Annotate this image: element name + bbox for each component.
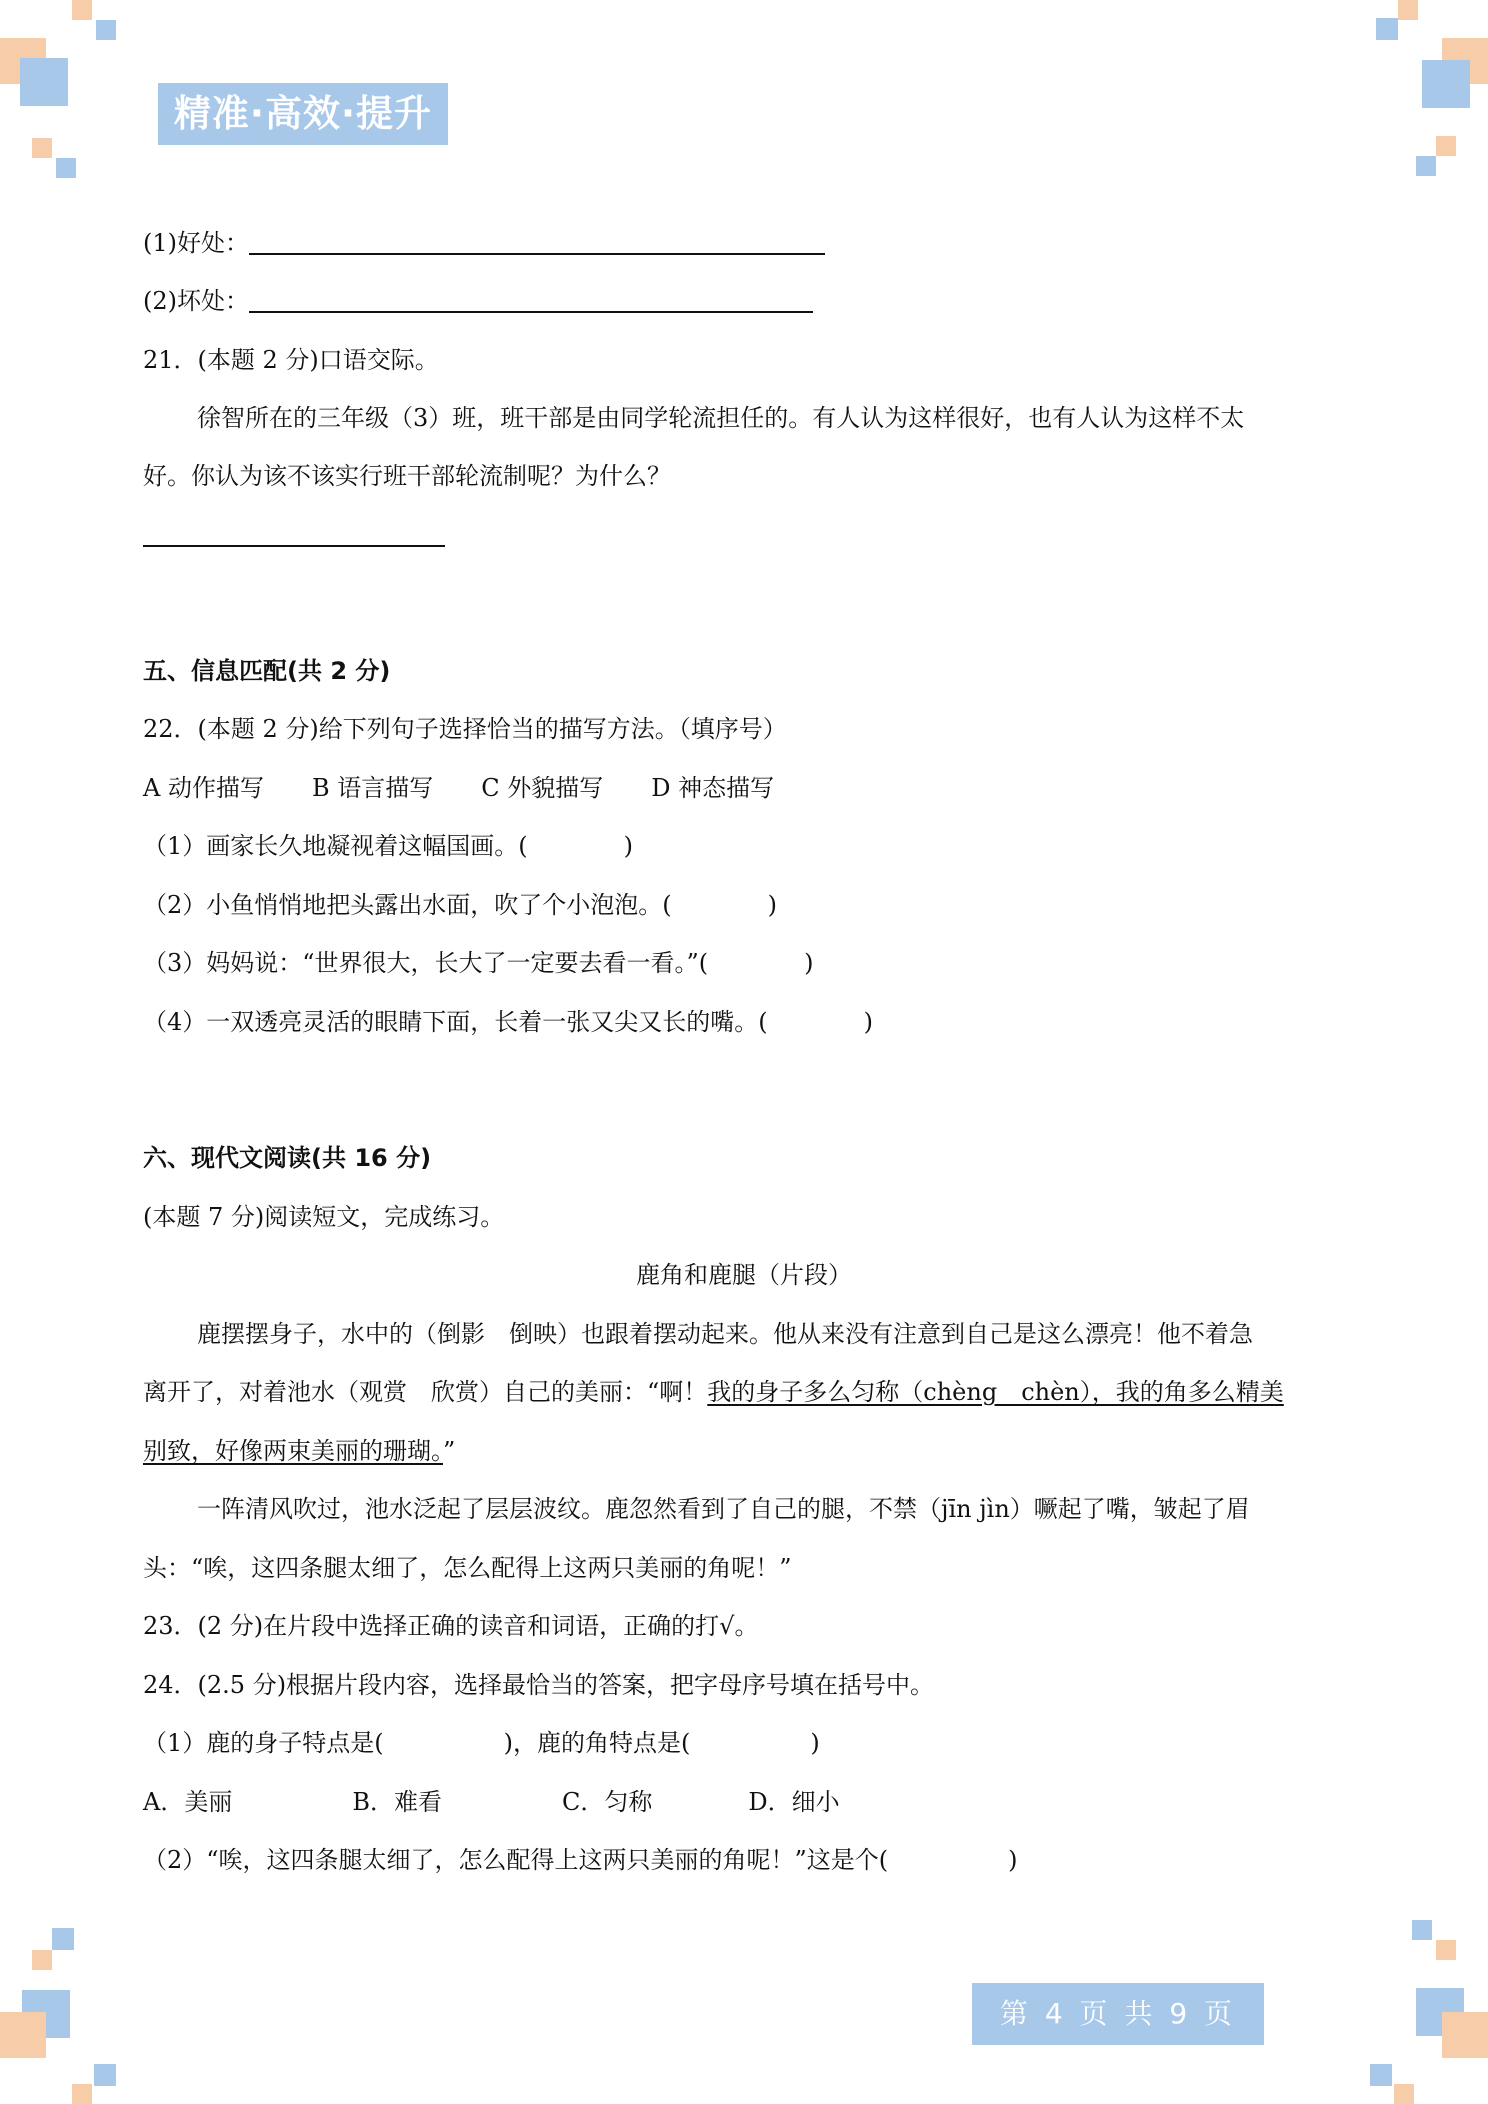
corner-square bbox=[1436, 1940, 1456, 1960]
answer-blank[interactable] bbox=[143, 521, 445, 547]
corner-square bbox=[96, 20, 116, 40]
answer-blank[interactable] bbox=[249, 287, 813, 313]
corner-square bbox=[32, 138, 52, 158]
q24-part2: （2）“唉，这四条腿太细了，怎么配得上这两只美丽的角呢！”这是个( ) bbox=[143, 1846, 1018, 1874]
q22-item: （3）妈妈说：“世界很大，长大了一定要去看一看。”( ) bbox=[143, 949, 814, 977]
corner-square bbox=[0, 2012, 46, 2058]
underlined-sentence: 我的身子多么匀称（chèng chèn），我的角多么精美 bbox=[707, 1378, 1284, 1406]
corner-square bbox=[1398, 0, 1418, 20]
corner-square bbox=[94, 2064, 116, 2086]
passage-text: ” bbox=[443, 1437, 456, 1465]
q21-answer-line bbox=[143, 520, 445, 550]
corner-square bbox=[52, 1928, 74, 1950]
passage-p1-line2 bbox=[143, 1377, 1284, 1407]
corner-square bbox=[1376, 18, 1398, 40]
corner-square bbox=[20, 58, 68, 106]
q21-para2: 好。你认为该不该实行班干部轮流制呢？为什么？ bbox=[143, 462, 671, 490]
q22-item: （1）画家长久地凝视着这幅国画。( ) bbox=[143, 832, 633, 860]
passage-p1-line3 bbox=[143, 1436, 455, 1466]
corner-square bbox=[72, 0, 92, 20]
answer-blank[interactable] bbox=[249, 229, 825, 255]
underlined-sentence: 别致，好像两束美丽的珊瑚。 bbox=[143, 1437, 443, 1465]
q22-item: （4）一双透亮灵活的眼睛下面，长着一张又尖又长的嘴。( ) bbox=[143, 1008, 873, 1036]
brand-banner: 精准·高效·提升 bbox=[158, 83, 448, 145]
q22-title: 22．(本题 2 分)给下列句子选择恰当的描写方法。（填序号） bbox=[143, 715, 787, 743]
corner-square bbox=[1416, 156, 1436, 176]
passage-p2-line2: 头：“唉，这四条腿太细了，怎么配得上这两只美丽的角呢！” bbox=[143, 1554, 792, 1582]
corner-square bbox=[1436, 136, 1456, 156]
passage-text: 离开了，对着池水（观赏 欣赏）自己的美丽：“啊！ bbox=[143, 1378, 708, 1406]
corner-square bbox=[1422, 60, 1470, 108]
q20-bad-label: (2)坏处： bbox=[143, 287, 249, 315]
corner-square bbox=[32, 1950, 52, 1970]
q21-para1: 徐智所在的三年级（3）班，班干部是由同学轮流担任的。有人认为这样很好，也有人认为这样不太 bbox=[197, 404, 1245, 432]
section5-heading: 五、信息匹配(共 2 分) bbox=[143, 657, 391, 685]
corner-square bbox=[1412, 1920, 1432, 1940]
page-number-footer: 第 4 页 共 9 页 bbox=[972, 1983, 1264, 2045]
q20-bad-line bbox=[143, 286, 813, 316]
corner-square bbox=[72, 2084, 92, 2104]
q20-good-line bbox=[143, 228, 825, 258]
q22-item: （2）小鱼悄悄地把头露出水面，吹了个小泡泡。( ) bbox=[143, 891, 777, 919]
q21-title: 21．(本题 2 分)口语交际。 bbox=[143, 346, 439, 374]
q24-title: 24．(2.5 分)根据片段内容，选择最恰当的答案，把字母序号填在括号中。 bbox=[143, 1671, 935, 1699]
q20-good-label: (1)好处： bbox=[143, 229, 249, 257]
q22-options: A 动作描写 B 语言描写 C 外貌描写 D 神态描写 bbox=[143, 774, 775, 802]
section6-heading: 六、现代文阅读(共 16 分) bbox=[143, 1144, 432, 1172]
corner-square bbox=[1370, 2064, 1392, 2086]
corner-square bbox=[56, 158, 76, 178]
passage-p2-line1: 一阵清风吹过，池水泛起了层层波纹。鹿忽然看到了自己的腿，不禁（jīn jìn）噘起了嘴，皱起了眉 bbox=[197, 1495, 1250, 1523]
passage-title: 鹿角和鹿腿（片段） bbox=[636, 1261, 852, 1289]
q24-options: A．美丽 B．难看 C．匀称 D．细小 bbox=[143, 1788, 840, 1816]
section6-intro: (本题 7 分)阅读短文，完成练习。 bbox=[143, 1203, 505, 1231]
passage-p1-line1: 鹿摆摆身子，水中的（倒影 倒映）也跟着摆动起来。他从来没有注意到自己是这么漂亮！他不着急 bbox=[197, 1320, 1253, 1348]
corner-square bbox=[1394, 2084, 1414, 2104]
q24-part1: （1）鹿的身子特点是( )，鹿的角特点是( ) bbox=[143, 1729, 820, 1757]
corner-square bbox=[1442, 2012, 1488, 2058]
q23-title: 23．(2 分)在片段中选择正确的读音和词语，正确的打√。 bbox=[143, 1612, 759, 1640]
